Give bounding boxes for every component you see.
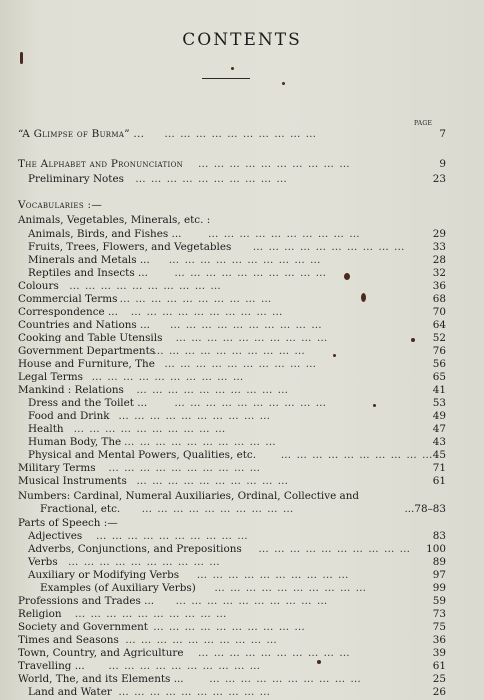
leader-dots: … … … … … … … … … …: [119, 293, 273, 305]
toc-entry: [0, 686, 484, 699]
toc-entry-page: 39: [432, 647, 446, 659]
leader-dots: … … … … … … … … … …: [170, 319, 323, 331]
toc-entry: [0, 158, 484, 171]
leader-dots: … … … … … … … … … …: [108, 660, 262, 672]
paper-speck: [282, 82, 285, 85]
toc-entry-page: 68: [432, 293, 446, 305]
toc-entry-label: Town, Country, and Agriculture: [18, 647, 184, 659]
toc-entry-page: 41: [432, 384, 446, 396]
toc-entry-page: 36: [432, 634, 446, 646]
toc-entry-label: Fruits, Trees, Flowers, and Vegetables: [28, 241, 232, 253]
toc-entry-page: 100: [426, 543, 446, 555]
toc-entry-page: 23: [432, 173, 446, 185]
leader-dots: … … … … … … … … … …: [153, 345, 306, 357]
leader-dots: … … … … … … … … … …: [136, 475, 290, 487]
leader-dots: … … … … … … … … … …: [118, 410, 272, 422]
leader-dots: … … … … … … … … … …: [135, 173, 288, 185]
toc-entry-page: 56: [432, 358, 446, 370]
toc-entry-label: Minerals and Metals ...: [28, 254, 150, 266]
leader-dots: … … … … … … … … … …: [164, 128, 318, 140]
leader-dots: … … … … … … … … … …: [118, 686, 272, 698]
paper-speck: [361, 293, 366, 302]
toc-entry-page: 64: [432, 319, 446, 331]
toc-entry-label: Dress and the Toilet ...: [28, 397, 148, 409]
toc-entry: [0, 241, 484, 254]
toc-entry: [0, 660, 484, 673]
paper-speck: [231, 67, 234, 70]
leader-dots: … … … … … … … … … …: [68, 556, 221, 568]
toc-entry-label: Legal Terms: [18, 371, 83, 383]
toc-entry: [0, 358, 484, 371]
toc-entry-label: Musical Instruments: [18, 475, 127, 487]
toc-entry-page: 76: [432, 345, 446, 357]
toc-entry-page: 32: [432, 267, 446, 279]
toc-entry: [0, 608, 484, 621]
leader-dots: … … … … … … … … … …: [69, 280, 222, 292]
leader-dots: … … … … … … … … … …: [175, 332, 329, 344]
toc-entry: [0, 384, 484, 397]
page-title: CONTENTS: [182, 30, 302, 50]
toc-entry-label: Correspondence ...: [18, 306, 118, 318]
toc-entry: [0, 621, 484, 634]
toc-entry: [0, 503, 484, 516]
toc-entry-label: Mankind : Relations: [18, 384, 124, 396]
toc-entry-page: 61: [432, 660, 446, 672]
toc-entry-page: 49: [432, 410, 446, 422]
toc-entry-page: 33: [432, 241, 446, 253]
toc-entry-label: Cooking and Table Utensils: [18, 332, 163, 344]
leader-dots: … … … … … … … … … …: [124, 436, 277, 448]
paper-speck: [333, 354, 336, 357]
toc-entry: [0, 397, 484, 410]
toc-entry: [0, 449, 484, 462]
leader-dots: … … … … … … … … … …: [74, 608, 228, 620]
toc-entry-label: Commercial Terms: [18, 293, 118, 305]
leader-dots: … … … … … … … … … …: [209, 673, 362, 685]
toc-entry: [0, 647, 484, 660]
toc-entry-page: 29: [432, 228, 446, 240]
leader-dots: … … … … … … … … … …: [164, 358, 318, 370]
toc-entry-label: Adjectives: [28, 530, 83, 542]
leader-dots: … … … … … … … … … …: [73, 423, 227, 435]
toc-entry-label: Reptiles and Insects ...: [28, 267, 148, 279]
leader-dots: … … … … … … … … … …: [153, 621, 306, 633]
toc-entry: [0, 199, 484, 212]
toc-entry-label: Colours: [18, 280, 59, 292]
toc-entry-page: 75: [432, 621, 446, 633]
toc-entry-label: World, The, and its Elements ...: [18, 673, 184, 685]
leader-dots: … … … … … … … … … …: [258, 543, 412, 555]
toc-entry: [0, 517, 484, 530]
paper-speck: [373, 404, 376, 407]
toc-entry: [0, 306, 484, 319]
toc-entry-page: 65: [432, 371, 446, 383]
leader-dots: … … … … … … … … … …: [214, 582, 368, 594]
toc-entry-label: Physical and Mental Powers, Qualities, etc.: [28, 449, 257, 461]
toc-entry-label: Land and Water: [28, 686, 112, 698]
toc-entry: [0, 490, 484, 503]
toc-entry-page: 61: [432, 475, 446, 487]
toc-entry-page: 83: [432, 530, 446, 542]
leader-dots: … … … … … … … … … …: [130, 306, 284, 318]
paper-speck: [344, 273, 350, 280]
toc-entry-page: 47: [432, 423, 446, 435]
toc-entry: [0, 530, 484, 543]
toc-entry: [0, 436, 484, 449]
toc-entry-label: Auxiliary or Modifying Verbs: [28, 569, 180, 581]
toc-entry: [0, 267, 484, 280]
toc-entry: [0, 280, 484, 293]
toc-entry: [0, 371, 484, 384]
leader-dots: … … … … … … … … … …: [198, 158, 351, 170]
toc-entry-label: Adverbs, Conjunctions, and Prepositions: [28, 543, 242, 555]
toc-entry: [0, 543, 484, 556]
toc-entry-page: 89: [432, 556, 446, 568]
title-rule: [202, 78, 250, 79]
leader-dots: … … … … … … … … … …: [168, 254, 322, 266]
toc-entry-page: 70: [432, 306, 446, 318]
leader-dots: … … … … … … … … … …: [125, 634, 278, 646]
toc-entry-label: Animals, Birds, and Fishes ...: [28, 228, 182, 240]
toc-entry-page: 59: [432, 595, 446, 607]
toc-entry-label: Parts of Speech :—: [18, 517, 118, 529]
toc-entry-label: House and Furniture, The: [18, 358, 155, 370]
toc-entry-page: 52: [432, 332, 446, 344]
toc-entry-label: Travelling ...: [18, 660, 85, 672]
leader-dots: … … … … … … … … … …: [136, 384, 290, 396]
toc-entry: [0, 345, 484, 358]
leader-dots: … … … … … … … … … …: [280, 449, 434, 461]
toc-entry-label: Military Terms: [18, 462, 96, 474]
toc-entry: [0, 462, 484, 475]
leader-dots: … … … … … … … … … …: [198, 647, 351, 659]
toc-entry: [0, 128, 484, 141]
toc-entry-label: Animals, Vegetables, Minerals, etc. :: [18, 214, 211, 226]
toc-entry-label: Preliminary Notes: [28, 173, 124, 185]
toc-entry-label: Vocabularies :—: [18, 199, 103, 211]
toc-entry-label: “A Glimpse of Burma” ...: [18, 128, 145, 140]
toc-entry-page: 28: [432, 254, 446, 266]
toc-entry-label: Society and Government: [18, 621, 148, 633]
leader-dots: … … … … … … … … … …: [174, 397, 328, 409]
toc-entry-label: Religion: [18, 608, 62, 620]
toc-entry: [0, 254, 484, 267]
toc-entry-page: 7: [439, 128, 446, 140]
leader-dots: … … … … … … … … … …: [196, 569, 350, 581]
toc-entry-label: Verbs: [28, 556, 58, 568]
toc-entry-page: 26: [432, 686, 446, 698]
toc-entry-page: 36: [432, 280, 446, 292]
toc-entry-page: 73: [432, 608, 446, 620]
toc-entry-label: Countries and Nations ...: [18, 319, 150, 331]
toc-entry: [0, 673, 484, 686]
leader-dots: … … … … … … … … … …: [252, 241, 406, 253]
leader-dots: … … … … … … … … … …: [208, 228, 361, 240]
toc-entry-label: Professions and Trades ...: [18, 595, 155, 607]
leader-dots: … … … … … … … … … …: [108, 462, 262, 474]
toc-entry-label: Times and Seasons: [18, 634, 119, 646]
toc-entry-label: Fractional, etc.: [40, 503, 121, 515]
leader-dots: … … … … … … … … … …: [174, 267, 328, 279]
toc-entry-page: 25: [432, 673, 446, 685]
toc-entry: [0, 410, 484, 423]
toc-entry: [0, 173, 484, 186]
toc-entry-label: The Alphabet and Pronunciation: [18, 158, 184, 170]
toc-entry-page: 97: [432, 569, 446, 581]
toc-entry-page: 53: [432, 397, 446, 409]
toc-entry-page: 45: [432, 449, 446, 461]
toc-entry-page: 71: [432, 462, 446, 474]
toc-entry-label: Human Body, The: [28, 436, 122, 448]
toc-entry: [0, 634, 484, 647]
leader-dots: … … … … … … … … … …: [175, 595, 329, 607]
toc-entry-label: Numbers: Cardinal, Numeral Auxiliaries, Ordinal, Collective and: [18, 490, 360, 502]
toc-entry: [0, 423, 484, 436]
toc-entry: [0, 595, 484, 608]
toc-entry: [0, 569, 484, 582]
toc-entry: [0, 228, 484, 241]
leader-dots: … … … … … … … … … …: [91, 371, 245, 383]
toc-entry-page: 99: [432, 582, 446, 594]
toc-entry-label: Food and Drink: [28, 410, 110, 422]
toc-entry-page: 9: [439, 158, 446, 170]
leader-dots: … … … … … … … … … …: [96, 530, 249, 542]
toc-entry: [0, 293, 484, 306]
toc-entry: [0, 556, 484, 569]
toc-entry: [0, 319, 484, 332]
toc-entry-page: 43: [432, 436, 446, 448]
paper-speck: [317, 660, 321, 664]
toc-entry: [0, 214, 484, 227]
toc-entry-label: Health: [28, 423, 64, 435]
toc-entry-label: Examples (of Auxiliary Verbs): [40, 582, 196, 594]
leader-dots: … … … … … … … … … …: [141, 503, 295, 515]
page-column-header: PAGE: [414, 120, 433, 127]
paper-speck: [411, 338, 415, 342]
toc-entry-label: Government Departments: [18, 345, 156, 357]
toc-entry: [0, 475, 484, 488]
toc-entry: [0, 582, 484, 595]
paper-speck: [20, 52, 23, 64]
toc-entry-page: ...78–83: [404, 503, 446, 515]
